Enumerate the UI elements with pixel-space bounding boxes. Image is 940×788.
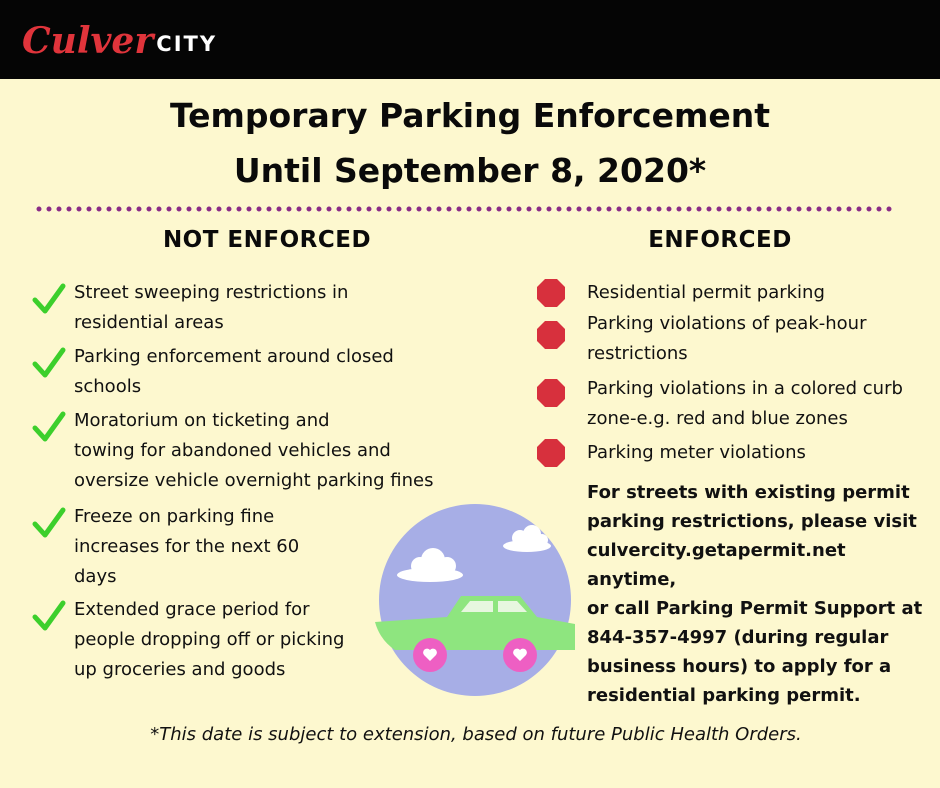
dotted-divider [35,204,903,214]
list-item [587,374,903,434]
permit-info-paragraph: For streets with existing permit parking restrictions, please visit culvercity.getapermit.net anytime, or call Parking Permit Support at 844-357-4997 (during regular business hours) to apply for a residential parking permit. [587,482,923,706]
list-item [587,438,806,468]
stop-sign-icon [536,378,566,408]
check-icon [32,506,66,540]
footnote: *This date is subject to extension, based on future Public Health Orders. [150,724,802,745]
logo-script-text: Culver [22,20,154,62]
check-icon [32,410,66,444]
list-item [74,595,344,685]
list-item [587,278,825,308]
stop-sign-icon [536,320,566,350]
car-illustration [375,500,575,700]
list-item [587,309,866,369]
list-item-text: Parking violations in a colored curb zone-e.g. red and blue zones [587,378,903,429]
enforced-heading: ENFORCED [648,227,792,253]
stop-sign-icon [536,438,566,468]
list-item [74,342,394,402]
list-item-text: Moratorium on ticketing and towing for abandoned vehicles and oversize vehicle overnight parking fines [74,410,434,491]
list-item [74,406,433,496]
list-item-text: Extended grace period for people dropping off or picking up groceries and goods [74,599,345,680]
stop-sign-icon [536,278,566,308]
not-enforced-heading: NOT ENFORCED [162,227,372,253]
list-item [74,502,299,592]
check-icon [32,346,66,380]
list-item-text: Freeze on parking fine increases for the next 60 days [74,506,300,587]
list-item [74,278,348,338]
check-icon [32,599,66,633]
list-item-text: Parking enforcement around closed schools [74,346,394,397]
check-icon [32,282,66,316]
header-bar [0,0,940,79]
page-title-line2: Until September 8, 2020* [233,151,707,190]
list-item-text: Street sweeping restrictions in residential areas [74,282,349,333]
culver-city-logo[interactable] [22,6,217,76]
page-title-line1: Temporary Parking Enforcement [169,96,771,135]
list-item-text: Residential permit parking [587,282,825,303]
list-item-text: Parking violations of peak-hour restrictions [587,313,867,364]
logo-city-text: CITY [156,32,218,56]
list-item-text: Parking meter violations [587,442,806,463]
